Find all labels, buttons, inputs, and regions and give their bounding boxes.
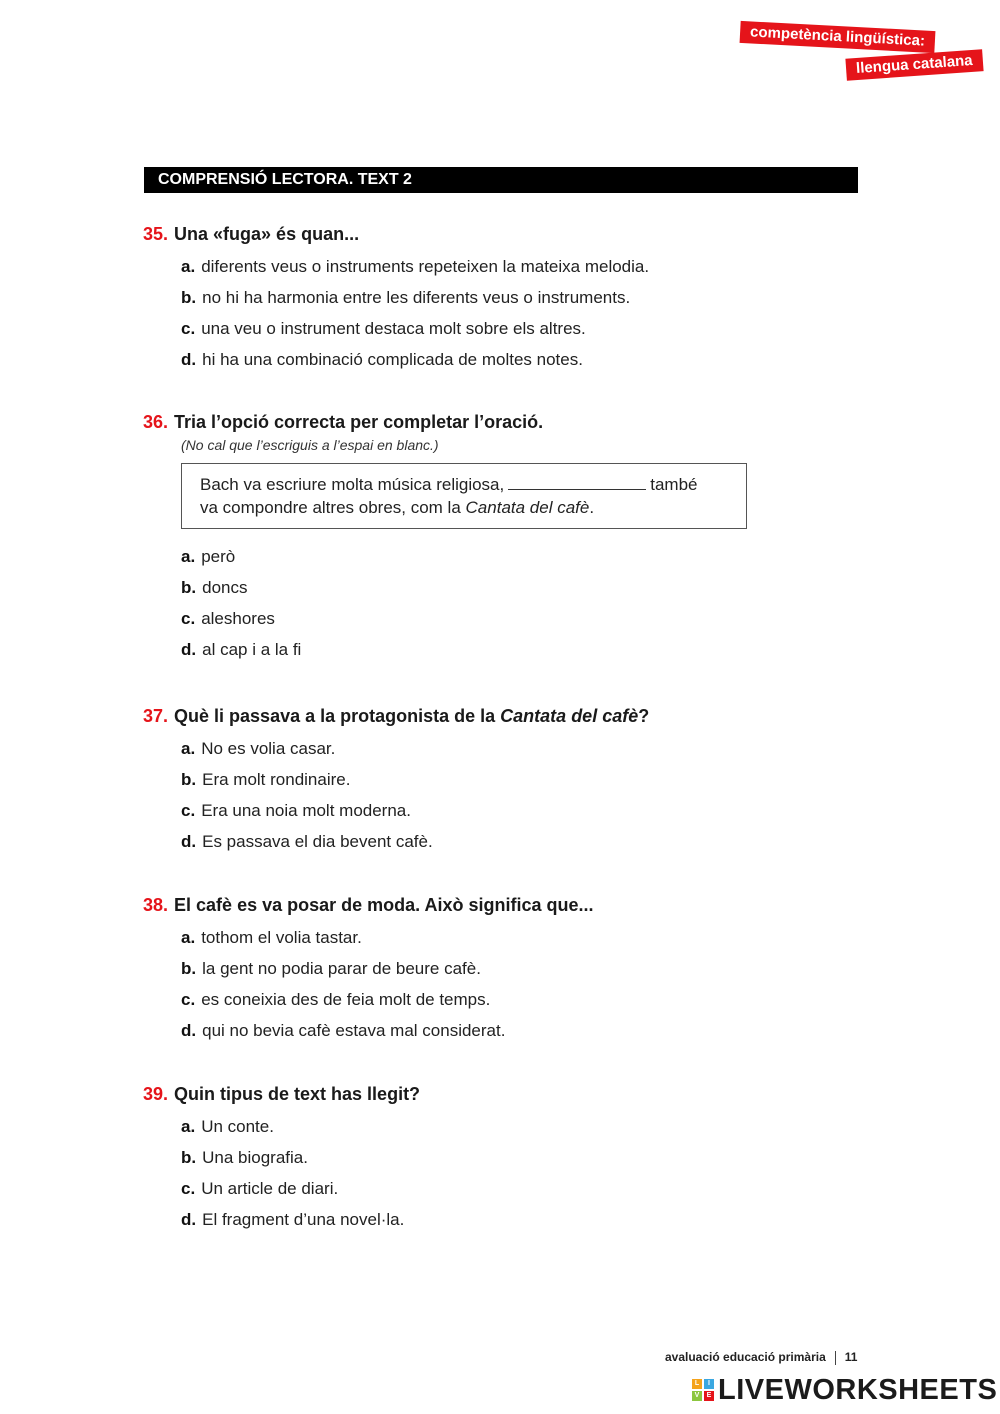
question-number: 35. [143, 224, 169, 244]
option-text: doncs [202, 578, 248, 597]
question-heading [143, 894, 863, 916]
option-letter: c. [181, 1179, 196, 1198]
question-heading [143, 223, 863, 245]
options-list [181, 733, 863, 857]
section-title: COMPRENSIÓ LECTORA. TEXT 2 [144, 167, 858, 193]
footer-label: avaluació educació primària [665, 1350, 826, 1364]
logo-letter: L [692, 1379, 702, 1389]
blank-space [508, 473, 646, 490]
question-text: Què li passava a la protagonista de la [174, 706, 496, 726]
page-number: 11 [844, 1350, 858, 1364]
option-b[interactable] [181, 282, 863, 313]
question-39 [143, 1083, 863, 1235]
option-d[interactable] [181, 1204, 863, 1235]
option-letter: c. [181, 801, 196, 820]
sentence-part-1: Bach va escriure molta música religiosa, [200, 475, 505, 494]
options-list [181, 541, 863, 665]
question-text: El cafè es va posar de moda. Això significa que... [174, 895, 594, 915]
option-a[interactable] [181, 1111, 863, 1142]
footer-divider [835, 1351, 836, 1365]
question-35 [143, 223, 863, 375]
options-list [181, 251, 863, 375]
option-letter: b. [181, 1148, 197, 1167]
option-a[interactable] [181, 733, 863, 764]
sentence-part-2: també [650, 475, 698, 494]
option-text: però [201, 547, 236, 566]
option-letter: a. [181, 739, 196, 758]
option-d[interactable] [181, 826, 863, 857]
sentence-end: . [589, 498, 595, 517]
liveworksheets-logo[interactable] [692, 1374, 997, 1406]
sentence-italic-title: Cantata del cafè [465, 498, 590, 517]
option-d[interactable] [181, 1015, 863, 1046]
question-heading [143, 1083, 863, 1105]
option-text: Es passava el dia bevent cafè. [202, 832, 433, 851]
question-number: 36. [143, 412, 169, 432]
logo-letter: I [704, 1379, 714, 1389]
page-footer [665, 1350, 857, 1365]
subject-tag-competence: competència lingüística: [740, 21, 936, 53]
option-a[interactable] [181, 541, 863, 572]
option-text: es coneixia des de feia molt de temps. [201, 990, 491, 1009]
option-letter: b. [181, 578, 197, 597]
option-letter: a. [181, 257, 196, 276]
option-text: Era una noia molt moderna. [201, 801, 411, 820]
option-letter: a. [181, 1117, 196, 1136]
question-text-end: ? [638, 706, 650, 726]
option-c[interactable] [181, 795, 863, 826]
option-letter: b. [181, 770, 197, 789]
option-b[interactable] [181, 1142, 863, 1173]
option-a[interactable] [181, 251, 863, 282]
question-text: Tria l’opció correcta per completar l’oració. [174, 412, 544, 432]
option-text: no hi ha harmonia entre les diferents veus o instruments. [202, 288, 631, 307]
question-text: Quin tipus de text has llegit? [174, 1084, 421, 1104]
question-italic-title: Cantata del cafè [500, 706, 639, 726]
logo-letter: V [692, 1391, 702, 1401]
option-c[interactable] [181, 1173, 863, 1204]
option-letter: c. [181, 319, 196, 338]
option-letter: d. [181, 832, 197, 851]
option-text: tothom el volia tastar. [201, 928, 362, 947]
option-text: al cap i a la fi [202, 640, 302, 659]
question-number: 39. [143, 1084, 169, 1104]
option-letter: a. [181, 928, 196, 947]
option-letter: a. [181, 547, 196, 566]
option-letter: d. [181, 1021, 197, 1040]
option-c[interactable] [181, 984, 863, 1015]
option-text: diferents veus o instruments repeteixen la mateixa melodia. [201, 257, 650, 276]
option-text: Un article de diari. [201, 1179, 339, 1198]
option-a[interactable] [181, 922, 863, 953]
option-d[interactable] [181, 634, 863, 665]
option-b[interactable] [181, 572, 863, 603]
option-letter: d. [181, 640, 197, 659]
options-list [181, 922, 863, 1046]
option-b[interactable] [181, 953, 863, 984]
question-note: (No cal que l’escriguis a l’espai en blanc.) [181, 437, 439, 453]
option-text: El fragment d’una novel·la. [202, 1210, 405, 1229]
option-c[interactable] [181, 603, 863, 634]
option-letter: c. [181, 609, 196, 628]
option-letter: d. [181, 1210, 197, 1229]
option-b[interactable] [181, 764, 863, 795]
sentence-part-3: va compondre altres obres, com la [200, 498, 461, 517]
question-heading [143, 705, 863, 727]
option-text: No es volia casar. [201, 739, 336, 758]
question-38 [143, 894, 863, 1046]
question-number: 37. [143, 706, 169, 726]
question-36 [143, 411, 863, 665]
option-text: la gent no podia parar de beure cafè. [202, 959, 481, 978]
option-text: hi ha una combinació complicada de moltes notes. [202, 350, 583, 369]
option-text: una veu o instrument destaca molt sobre els altres. [201, 319, 586, 338]
option-letter: d. [181, 350, 197, 369]
option-d[interactable] [181, 344, 863, 375]
option-letter: b. [181, 288, 197, 307]
question-heading [143, 411, 863, 433]
option-letter: c. [181, 990, 196, 1009]
logo-mark-icon [692, 1379, 714, 1401]
question-number: 38. [143, 895, 169, 915]
subject-tag-language: llengua catalana [845, 49, 983, 80]
option-letter: b. [181, 959, 197, 978]
option-text: aleshores [201, 609, 275, 628]
question-text: Una «fuga» és quan... [174, 224, 360, 244]
logo-text: LIVEWORKSHEETS [718, 1373, 998, 1406]
option-text: Una biografia. [202, 1148, 308, 1167]
option-text: Un conte. [201, 1117, 274, 1136]
option-text: Era molt rondinaire. [202, 770, 351, 789]
question-37 [143, 705, 863, 857]
option-c[interactable] [181, 313, 863, 344]
options-list [181, 1111, 863, 1235]
option-text: qui no bevia cafè estava mal considerat. [202, 1021, 506, 1040]
sentence-box [181, 463, 747, 529]
logo-letter: E [704, 1391, 714, 1401]
